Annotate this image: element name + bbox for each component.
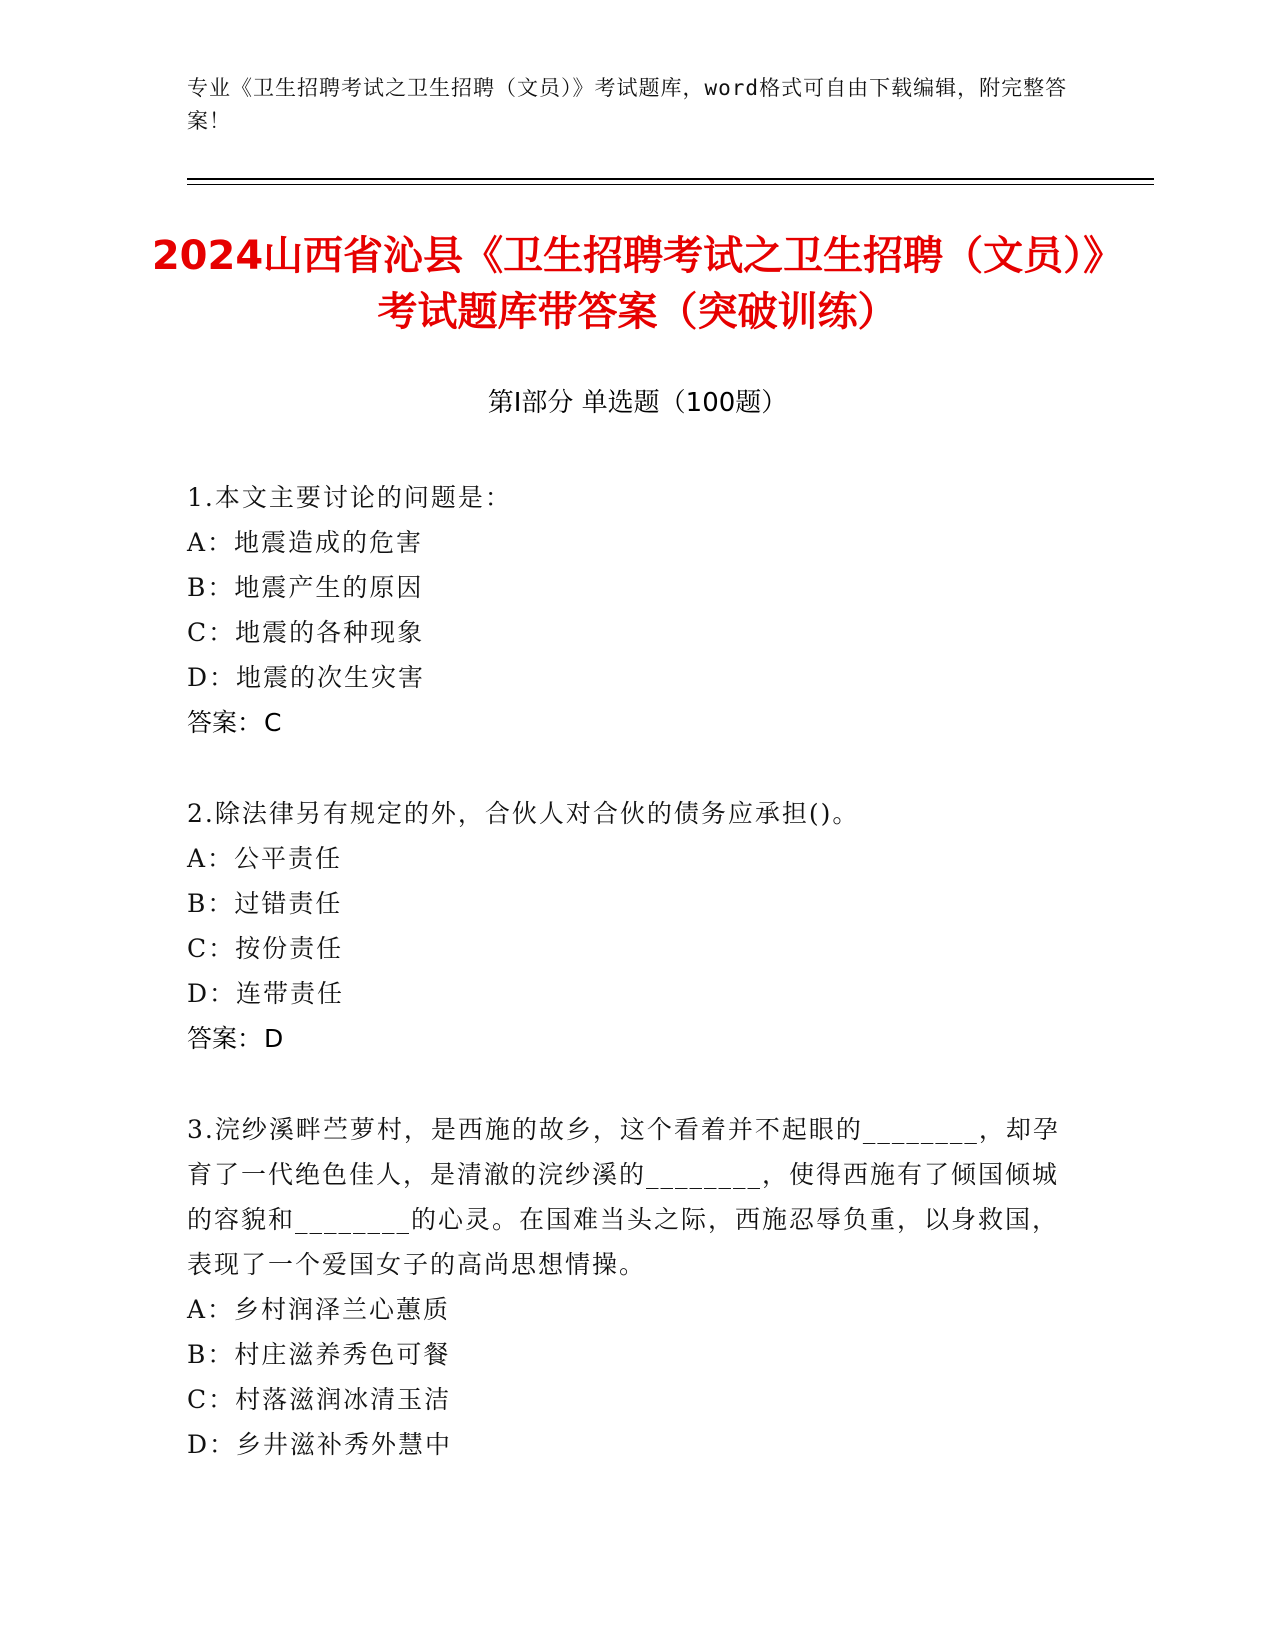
option-a: A：公平责任 <box>187 844 343 873</box>
question-list <box>187 475 1067 1513</box>
option-c: C：按份责任 <box>187 934 344 963</box>
option-c: C：地震的各种现象 <box>187 618 425 647</box>
header-rule-thick <box>187 178 1154 180</box>
option-b: B：地震产生的原因 <box>187 573 424 602</box>
question-2 <box>187 791 1067 1061</box>
question-3 <box>187 1107 1067 1467</box>
question-stem: 2.除法律另有规定的外，合伙人对合伙的债务应承担()。 <box>187 799 860 828</box>
question-1 <box>187 475 1067 745</box>
option-d: D：连带责任 <box>187 979 345 1008</box>
document-title: 2024山西省沁县《卫生招聘考试之卫生招聘（文员）》考试题库带答案（突破训练） <box>151 233 1124 335</box>
answer-value: C <box>264 708 282 737</box>
option-a: A：地震造成的危害 <box>187 528 424 557</box>
section-title: 第Ⅰ部分 单选题（100题） <box>487 388 788 418</box>
option-b: B：村庄滋养秀色可餐 <box>187 1340 451 1369</box>
header-rule-thin <box>187 184 1154 185</box>
answer-line <box>187 1016 1067 1061</box>
option-a: A：乡村润泽兰心蕙质 <box>187 1295 451 1324</box>
option-c: C：村落滋润冰清玉洁 <box>187 1385 452 1414</box>
answer-line <box>187 700 1067 745</box>
question-stem: 1.本文主要讨论的问题是： <box>187 483 512 512</box>
option-b: B：过错责任 <box>187 889 343 918</box>
header-note: 专业《卫生招聘考试之卫生招聘（文员）》考试题库，word格式可自由下载编辑，附完整答案！ <box>187 76 1068 133</box>
answer-label: 答案： <box>187 1024 263 1053</box>
option-d: D：地震的次生灾害 <box>187 663 426 692</box>
option-d: D：乡井滋补秀外慧中 <box>187 1430 453 1459</box>
question-stem: 3.浣纱溪畔苎萝村，是西施的故乡，这个看着并不起眼的________，却孕育了一代绝色佳人，是清澈的浣纱溪的________，使得西施有了倾国倾城的容貌和________的心灵。在国难当头之际，西施忍辱负重，以身救国，表现了一个爱国女子的高尚思想情操。 <box>187 1115 1060 1279</box>
answer-label: 答案： <box>187 708 263 737</box>
answer-value: D <box>264 1024 284 1053</box>
